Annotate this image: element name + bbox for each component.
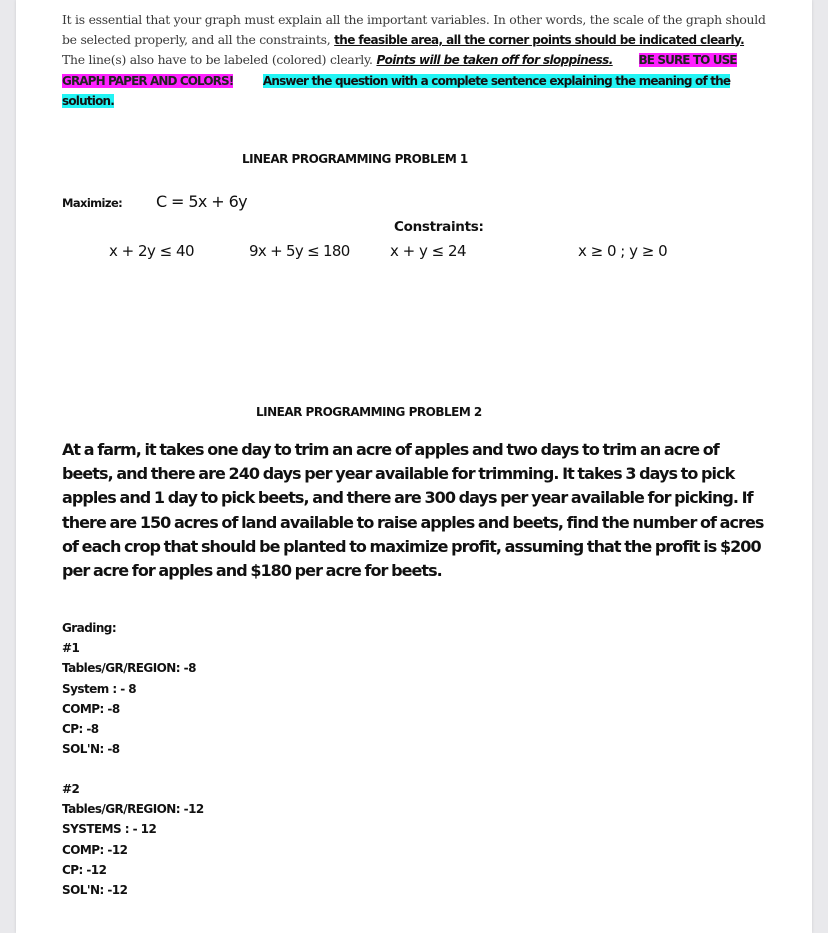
grading-item: SYSTEMS : - 12 (62, 822, 157, 837)
constraint-3: x + y ≤ 24 (390, 242, 467, 260)
instructions-text-2: The line(s) also have to be labeled (colored) clearly. (62, 52, 377, 67)
grading-item: CP: -12 (62, 862, 107, 877)
constraint-4: x ≥ 0 ; y ≥ 0 (578, 242, 668, 260)
constraint-1: x + 2y ≤ 40 (109, 242, 195, 260)
grading-section-1 (62, 618, 196, 759)
instructions-italic-underlined: Points will be taken off for sloppiness. (376, 53, 613, 67)
instructions-text-1: It is essential that your graph must explain all the important variables. In other words, the scale of the graph should be selected properly, and all the constraints, (62, 12, 766, 47)
grading-item: CP: -8 (62, 721, 99, 736)
constraints-label: Constraints: (394, 219, 484, 235)
document-page (16, 0, 812, 933)
grading-item: COMP: -12 (62, 842, 128, 857)
grading-item: Tables/GR/REGION: -8 (62, 661, 196, 676)
grading-section-1-label: #1 (62, 641, 80, 656)
instructions-bold-underlined: the feasible area, all the corner points should be indicated clearly. (334, 32, 745, 47)
highlight-magenta-note: BE SURE TO USE GRAPH PAPER AND COLORS! (62, 53, 737, 88)
instructions-paragraph (62, 10, 770, 112)
grading-section-2 (62, 779, 204, 900)
grading-item: System : - 8 (62, 681, 137, 696)
highlight-cyan-note: Answer the question with a complete sentence explaining the meaning of the solution. (62, 73, 731, 108)
grading-item: COMP: -8 (62, 701, 120, 716)
grading-item: SOL'N: -12 (62, 882, 128, 897)
grading-title: Grading: (62, 621, 117, 635)
problem2-heading: LINEAR PROGRAMMING PROBLEM 2 (256, 405, 482, 419)
problem2-text: At a farm, it takes one day to trim an acre of apples and two days to trim an acre of beets, and there are 240 days per year available for trimming. It takes 3 days to pick apples and 1 day to pick beets, and there are 300 days per year available for picking. If there are 150 acres of land available to raise apples and beets, find the number of acres of each crop that should be planted to maximize profit, assuming that the profit is $200 per acre for apples and $180 per acre for beets. (62, 440, 764, 581)
problem1-heading: LINEAR PROGRAMMING PROBLEM 1 (242, 152, 468, 166)
grading-item: Tables/GR/REGION: -12 (62, 802, 204, 817)
grading-section-2-label: #2 (62, 782, 80, 796)
maximize-label: Maximize: (62, 196, 123, 210)
objective-function: C = 5x + 6y (156, 192, 248, 211)
grading-item: SOL'N: -8 (62, 742, 120, 757)
constraint-2: 9x + 5y ≤ 180 (249, 242, 350, 260)
